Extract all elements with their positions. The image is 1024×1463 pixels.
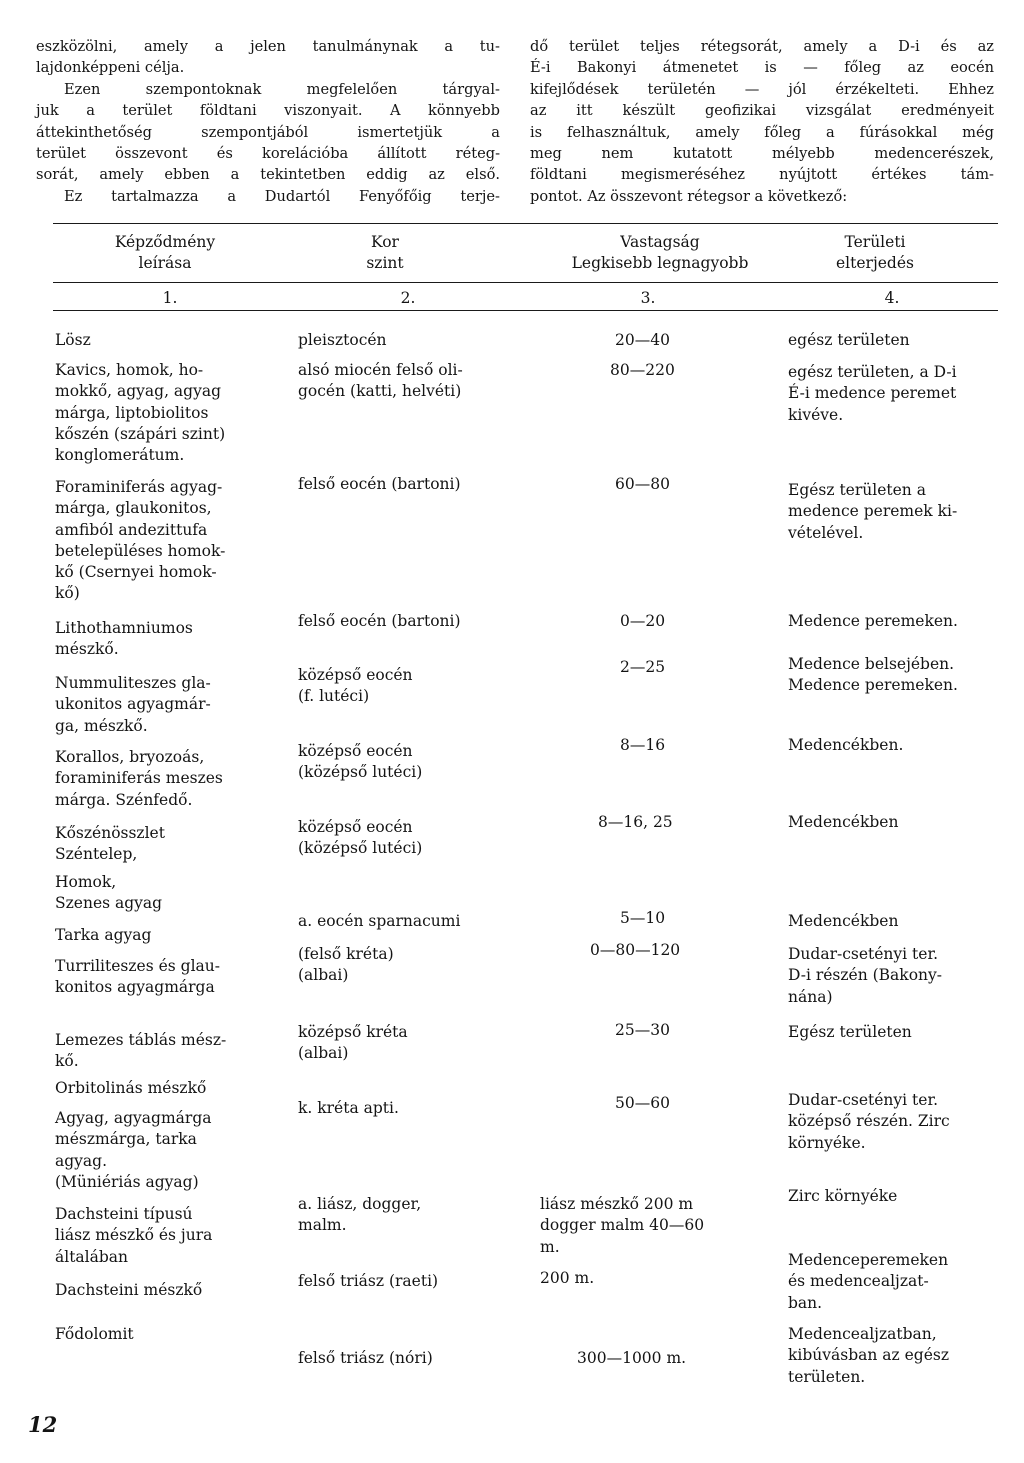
intro-line: É-i Bakonyi átmenetet is — főleg az eocén — [530, 59, 994, 77]
table-cell-formation: Dachsteini mészkő — [55, 1281, 203, 1299]
intro-line: terület összevont és korelációba állított réteg- — [36, 144, 500, 162]
table-cell-age: k. kréta apti. — [298, 1099, 399, 1117]
table-cell-extent: Medencealjzatban, kibúvásban az egész területen. — [788, 1325, 950, 1386]
table-cell-extent: Dudar-csetényi ter. középső részén. Zirc környéke. — [788, 1091, 950, 1152]
column-number: 2. — [400, 289, 416, 307]
intro-line: juk a terület földtani viszonyait. A könnyebb — [36, 102, 500, 120]
table-cell-extent: Dudar-csetényi ter. D-i részén (Bakony- nána) — [788, 945, 943, 1006]
intro-line: eszközölni, amely a jelen tanulmánynak a tu- — [36, 38, 500, 55]
table-cell-thickness: 60—80 — [615, 475, 670, 493]
table-cell-thickness: 0—20 — [620, 612, 666, 630]
header-age: Kor szint — [366, 233, 404, 272]
table-cell-age: középső kréta (albai) — [298, 1023, 408, 1063]
column-number: 4. — [884, 289, 900, 307]
column-number: 3. — [640, 289, 656, 307]
table-cell-formation: Korallos, bryozoás, foraminiferás meszes márga. Szénfedő. — [55, 748, 223, 809]
table-cell-formation: Lösz — [55, 331, 91, 349]
table-top-rule — [53, 223, 998, 224]
table-cell-age: felső eocén (bartoni) — [298, 475, 461, 493]
table-cell-extent: Medencékben — [788, 813, 899, 831]
table-cell-formation: Kavics, homok, ho- mokkő, agyag, agyag márga, liptobiolitos kőszén (szápári szint) konglomerátum. — [55, 361, 226, 465]
table-cell-formation: Foraminiferás agyag- márga, glaukonitos, amfiból andezittufa betelepüléses homok- kő (Csernyei homok- kő) — [55, 478, 226, 603]
table-cell-age: (felső kréta) (albai) — [298, 945, 394, 985]
table-cell-formation: Lemezes táblás mész- kő. — [55, 1031, 227, 1071]
table-cell-thickness: 300—1000 m. — [577, 1349, 687, 1367]
intro-left-column — [36, 36, 500, 207]
table-cell-extent: Egész területen — [788, 1023, 912, 1041]
column-number: 1. — [162, 289, 178, 307]
table-cell-age: középső eocén (középső lutéci) — [298, 742, 423, 782]
table-cell-thickness: 80—220 — [610, 361, 675, 379]
intro-line: meg nem kutatott mélyebb medencerészek, — [530, 144, 994, 162]
intro-line: sorát, amely ebben a tekintetben eddig az első. — [36, 166, 500, 184]
table-cell-extent: Medenceperemeken és medencealjzat- ban. — [788, 1251, 949, 1312]
table-cell-formation: Dachsteini típusú liász mészkő és jura általában — [55, 1205, 213, 1266]
page-number: 12 — [28, 1412, 58, 1437]
table-cell-thickness: liász mészkő 200 m dogger malm 40—60 m. — [540, 1195, 705, 1256]
header-thickness: Vastagság Legkisebb legnagyobb — [571, 233, 749, 272]
table-cell-thickness: 25—30 — [615, 1021, 670, 1039]
intro-line: Ez tartalmazza a Dudartól Fenyőfőig terje- — [64, 187, 500, 205]
table-cell-formation: Turriliteszes és glau- konitos agyagmárga — [55, 957, 220, 997]
table-cell-thickness: 200 m. — [540, 1269, 595, 1287]
table-cell-thickness: 8—16, 25 — [598, 813, 673, 831]
header-formation: Képződmény leírása — [114, 233, 216, 272]
table-cell-extent: Medencékben. — [788, 736, 904, 754]
table-cell-extent: Medencékben — [788, 912, 899, 930]
intro-line: lajdonképpeni célja. — [36, 59, 185, 77]
table-cell-age: a. eocén sparnacumi — [298, 912, 461, 930]
intro-right-column — [530, 36, 994, 207]
table-cell-extent: Medence peremeken. — [788, 612, 958, 630]
table-cell-formation: Lithothamniumos mészkő. — [55, 619, 193, 659]
table-cell-age: középső eocén (középső lutéci) — [298, 818, 423, 858]
table-cell-extent: Zirc környéke — [788, 1187, 898, 1205]
table-cell-formation: Orbitolinás mészkő — [55, 1079, 207, 1097]
table-header-rule — [53, 282, 998, 283]
table-cell-extent: Medence belsejében. Medence peremeken. — [788, 655, 958, 695]
table-cell-formation: Homok, Szenes agyag — [55, 873, 163, 913]
intro-line: is felhasználtuk, amely főleg a fúrásokkal még — [530, 123, 994, 141]
intro-line: áttekinthetőség szempontjából ismertetjük a — [36, 123, 500, 141]
table-cell-thickness: 2—25 — [620, 658, 666, 676]
table-cell-extent: egész területen — [788, 331, 910, 349]
table-cell-age: a. liász, dogger, malm. — [298, 1195, 422, 1235]
table-cell-age: alsó miocén felső oli- gocén (katti, helvéti) — [298, 361, 463, 401]
table-cell-age: középső eocén (f. lutéci) — [298, 666, 413, 706]
table-cell-formation: Fődolomit — [55, 1325, 134, 1343]
table-cell-age: felső triász (raeti) — [298, 1272, 439, 1290]
table-number-rule — [53, 310, 998, 311]
table-cell-thickness: 50—60 — [615, 1094, 670, 1112]
intro-line: földtani megismeréséhez nyújtott értékes tám- — [530, 166, 994, 184]
table-cell-extent: Egész területen a medence peremek ki- vételével. — [788, 481, 958, 542]
table-cell-age: felső triász (nóri) — [298, 1349, 433, 1367]
intro-line: Ezen szempontoknak megfelelően tárgyal- — [64, 80, 500, 98]
table-cell-formation: Agyag, agyagmárga mészmárga, tarka agyag. (Müniériás agyag) — [55, 1109, 212, 1191]
table-cell-thickness: 5—10 — [620, 909, 666, 927]
intro-line: kifejlődések területén — jól érzékelteti. Ehhez — [530, 80, 994, 98]
intro-line: pontot. Az összevont rétegsor a következő: — [530, 187, 848, 205]
table-cell-formation: Nummuliteszes gla- ukonitos agyagmár- ga, mészkő. — [55, 674, 211, 735]
table-cell-extent: egész területen, a D-i É-i medence peremet kivéve. — [788, 363, 957, 424]
header-extent: Területi elterjedés — [836, 233, 914, 272]
table-cell-formation: Tarka agyag — [55, 926, 152, 944]
table-cell-thickness: 8—16 — [620, 736, 666, 754]
table-cell-age: felső eocén (bartoni) — [298, 612, 461, 630]
table-cell-formation: Kőszénösszlet Széntelep, — [55, 824, 165, 864]
intro-line: dő terület teljes rétegsorát, amely a D-i és az — [530, 38, 994, 55]
table-cell-thickness: 20—40 — [615, 331, 670, 349]
intro-line: az itt készült geofizikai vizsgálat eredményeit — [530, 102, 994, 120]
table-cell-age: pleisztocén — [298, 331, 387, 349]
table-cell-thickness: 0—80—120 — [590, 941, 681, 959]
